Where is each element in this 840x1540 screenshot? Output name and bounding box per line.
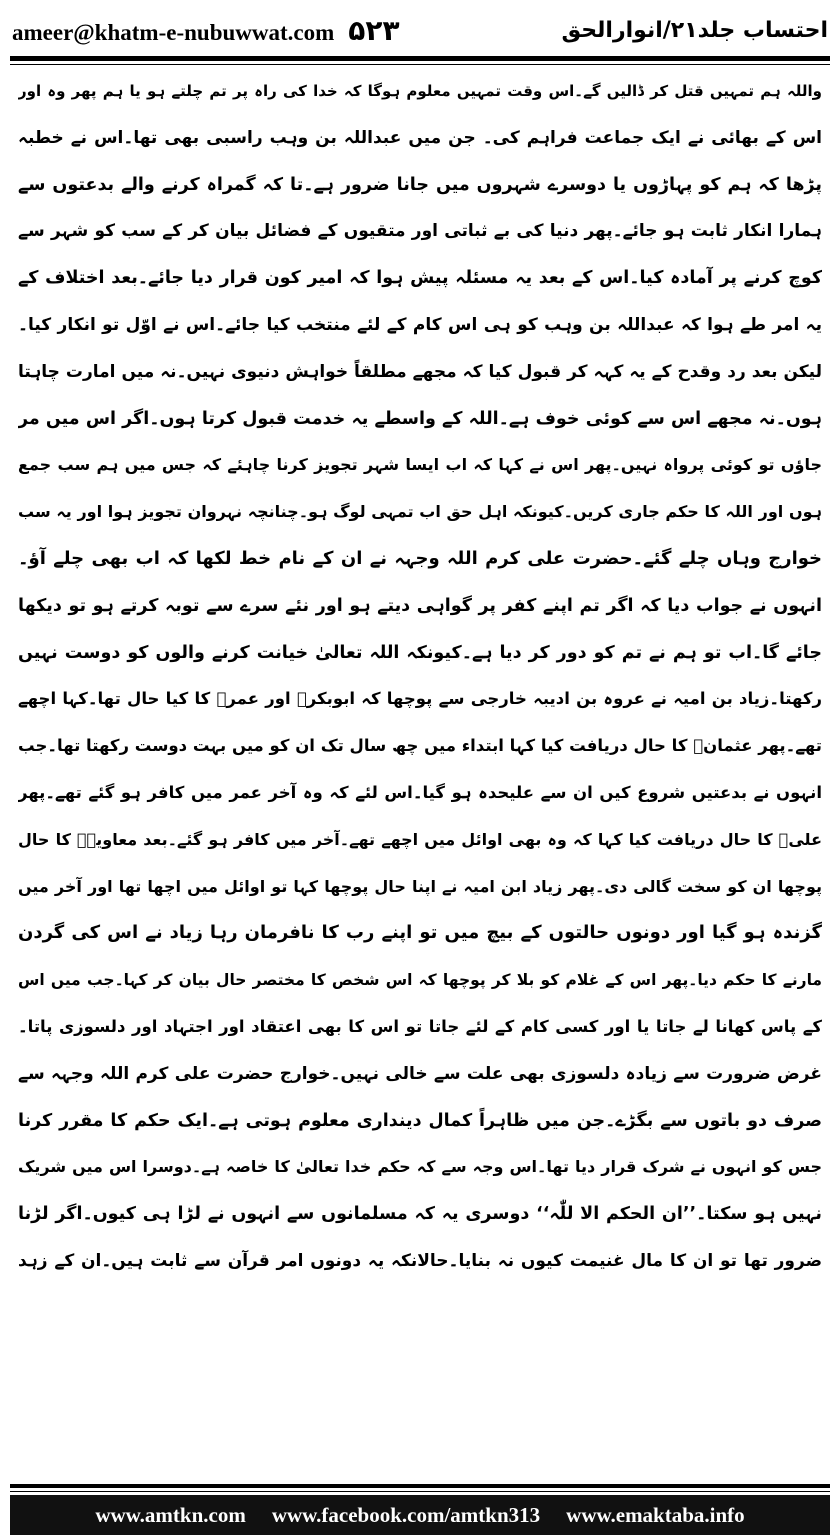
page-header: [12, 6, 828, 54]
text-line: گزندہ ہو گیا اور دونوں حالتوں کے بیچ میں تو اپنے رب کا نافرمان رہا زیاد نے اس کی گردن: [18, 922, 822, 944]
text-line: کے پاس کھانا لے جاتا یا اور کسی کام کے لئے جاتا تو اس کا بھی اعتقاد اور اجتہاد اور دلسوزی پاتا۔: [18, 1016, 822, 1036]
text-line: نہیں ہو سکتا۔’’ان الحکم الا للّٰہ‘‘ دوسری یہ کہ مسلمانوں سے انہوں نے لڑا ہی کیوں۔اگر لڑنا: [18, 1204, 822, 1225]
text-line: جائے گا۔اب تو ہم نے تم کو دور کر دیا ہے۔کیونکہ اللہ تعالیٰ خیانت کرنے والوں کو دوست نہیں: [18, 642, 822, 663]
footer-rule-thin: [10, 1491, 830, 1492]
text-line: واللہ ہم تمہیں قتل کر ڈالیں گے۔اس وقت تمہیں معلوم ہوگا کہ خدا کی راہ پر تم چلتے ہو یا ہم پھر وہ اور: [18, 82, 822, 100]
text-line: ہوں۔نہ مجھے اس سے کوئی خوف ہے۔اللہ کے واسطے یہ خدمت قبول کرتا ہوں۔اگر اس میں مر: [18, 408, 822, 429]
footer-link-emaktaba[interactable]: www.emaktaba.info: [566, 1502, 745, 1527]
header-left: [12, 14, 400, 47]
text-line: ضرور تھا تو ان کا مال غنیمت کیوں نہ بنایا۔حالانکہ یہ دونوں امر قرآن سے ثابت ہیں۔ان کے زہد: [18, 1250, 822, 1271]
text-line: غرض ضرورت سے زیادہ دلسوزی بھی علت سے خالی نہیں۔خوارج حضرت علی کرم اللہ وجہہ سے: [18, 1063, 822, 1084]
text-line: اس کے بھائی نے ایک جماعت فراہم کی۔ جن میں عبداللہ بن وہب راسبی بھی تھا۔اس نے خطبہ: [18, 127, 822, 148]
footer-link-facebook[interactable]: www.facebook.com/amtkn313: [271, 1502, 541, 1527]
footer-rule-thick: [10, 1484, 830, 1488]
text-line: رکھتا۔زیاد بن امیہ نے عروہ بن ادیبہ خارجی سے پوچھا کہ ابوبکرؓ اور عمرؓ کا کیا حال تھا۔کہا اچھے: [18, 689, 822, 709]
header-rule-thick: [10, 56, 830, 61]
text-line: انہوں نے بدعتیں شروع کیں ان سے علیحدہ ہو گیا۔اس لئے کہ وہ آخر عمر میں کافر ہو گئے تھے۔پھر: [18, 782, 822, 802]
text-line: جاؤں تو کوئی پرواہ نہیں۔پھر اس نے کہا کہ اب ایسا شہر تجویز کرنا چاہئے کہ جس میں ہم سب جمع: [18, 455, 822, 475]
text-line: خوارج وہاں چلے گئے۔حضرت علی کرم اللہ وجہہ نے ان کے نام خط لکھا کہ اب بھی چلے آؤ۔: [18, 547, 822, 569]
text-line: جس کو انہوں نے شرک قرار دیا تھا۔اس وجہ سے کہ حکم خدا تعالیٰ کا خاصہ ہے۔دوسرا اس میں شریک: [18, 1157, 822, 1177]
book-title: احتساب جلد۲۱/انوارالحق: [561, 17, 828, 43]
text-line: علیؓ کا حال دریافت کیا کہا کہ وہ بھی اوائل میں اچھے تھے۔آخر میں کافر ہو گئے۔بعد معاویہؓ کا حال: [18, 829, 822, 849]
header-email: ameer@khatm-e-nubuwwat.com: [12, 19, 335, 45]
text-line: تھے۔پھر عثمانؓ کا حال دریافت کیا کہا ابتداء میں چھ سال تک ان کو میں بہت دوست رکھتا تھا۔جب: [18, 736, 822, 756]
text-line: پڑھا کہ ہم کو پہاڑوں یا دوسرے شہروں میں جانا ضرور ہے۔تا کہ گمراہ کرنے والے بدعتوں سے: [18, 174, 822, 195]
page-footer: [10, 1495, 830, 1535]
text-line: مارنے کا حکم دیا۔پھر اس کے غلام کو بلا کر پوچھا کہ اس شخص کا مختصر حال بیان کر کہا۔جب میں اس: [18, 971, 822, 990]
text-line: ہوں اور اللہ کا حکم جاری کریں۔کیونکہ اہل حق اب تمہی لوگ ہو۔چنانچہ نہروان تجویز ہوا اور یہ سب: [18, 502, 822, 522]
text-line: یہ امر طے ہوا کہ عبداللہ بن وہب کو ہی اس کام کے لئے منتخب کیا جائے۔اس نے اوّل تو انکار کیا۔: [18, 314, 822, 335]
text-line: صرف دو باتوں سے بگڑے۔جن میں ظاہراً کمال دینداری معلوم ہوتی ہے۔ایک حکم کا مقرر کرنا: [18, 1110, 822, 1131]
page-number: ۵۲۳: [348, 13, 400, 47]
footer-link-amtkn[interactable]: www.amtkn.com: [95, 1502, 246, 1527]
text-body: [18, 68, 822, 1472]
text-line: کوچ کرنے پر آمادہ کیا۔اس کے بعد یہ مسئلہ پیش ہوا کہ امیر کون قرار دیا جائے۔بعد اختلاف کے: [18, 268, 822, 289]
text-line: ہمارا انکار ثابت ہو جائے۔پھر دنیا کی بے ثباتی اور متقیوں کے فضائل بیان کر کے سب کو شہر سے: [18, 221, 822, 242]
text-line: انہوں نے جواب دیا کہ اگر تم اپنے کفر پر گواہی دیتے ہو اور نئے سرے سے توبہ کرتے ہو تو دیکھا: [18, 595, 822, 616]
header-rule-thin: [10, 64, 830, 65]
text-line: پوچھا ان کو سخت گالی دی۔پھر زیاد ابن امیہ نے اپنا حال پوچھا کہا تو اوائل میں اچھا تھا اور آخر میں: [18, 876, 822, 896]
text-line: لیکن بعد رد وقدح کے یہ کہہ کر قبول کیا کہ مجھے مطلقاً خواہش دنیوی نہیں۔نہ میں امارت چاہتا: [18, 361, 822, 382]
